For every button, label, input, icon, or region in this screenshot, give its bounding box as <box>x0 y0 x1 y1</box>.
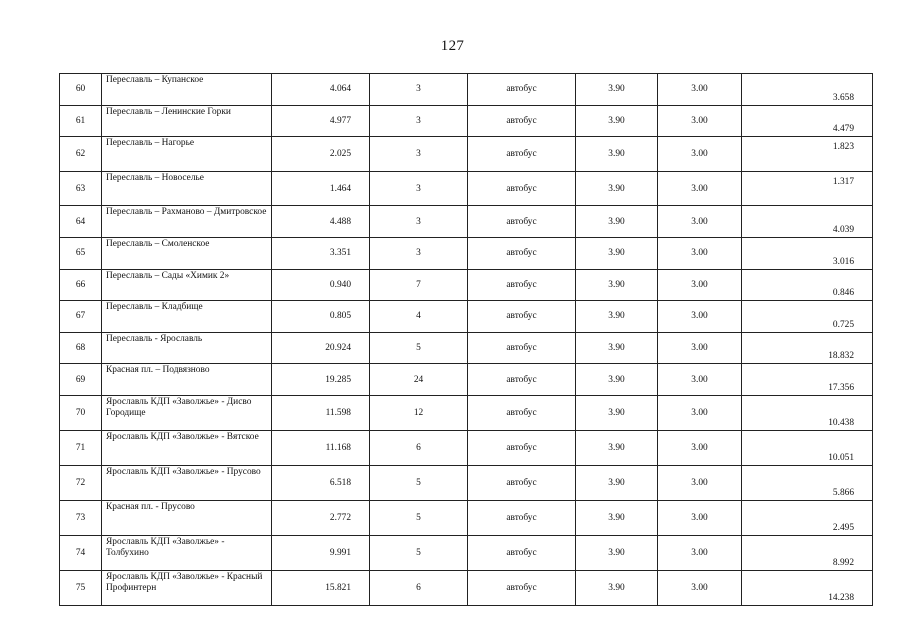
transport-type-cell: автобус <box>468 332 576 364</box>
row-number-cell: 60 <box>60 74 102 106</box>
table-row <box>60 465 873 500</box>
value-2-cell: 3.00 <box>658 364 742 396</box>
route-name-cell: Переславль – Кладбище <box>102 301 272 333</box>
route-length-cell: 11.168 <box>272 430 370 465</box>
value-1-cell: 3.90 <box>576 570 658 605</box>
value-3-cell: 18.832 <box>742 332 873 364</box>
value-1-cell: 3.90 <box>576 269 658 301</box>
trips-count-cell: 3 <box>370 137 468 172</box>
row-number-cell: 63 <box>60 171 102 206</box>
value-3-cell: 1.317 <box>742 171 873 206</box>
route-length-cell: 2.772 <box>272 500 370 535</box>
trips-count-cell: 3 <box>370 74 468 106</box>
value-3-cell: 10.438 <box>742 395 873 430</box>
routes-table <box>59 73 873 606</box>
trips-count-cell: 5 <box>370 465 468 500</box>
transport-type-cell: автобус <box>468 74 576 106</box>
route-name-cell: Переславль – Новоселье <box>102 171 272 206</box>
route-length-cell: 19.285 <box>272 364 370 396</box>
route-name-cell: Красная пл. – Подвязново <box>102 364 272 396</box>
table-row <box>60 206 873 238</box>
value-1-cell: 3.90 <box>576 301 658 333</box>
value-2-cell: 3.00 <box>658 171 742 206</box>
table-row <box>60 332 873 364</box>
route-name-cell: Ярославль КДП «Заволжье» - Толбухино <box>102 535 272 570</box>
route-name-cell: Ярославль КДП «Заволжье» - Дисво Городище <box>102 395 272 430</box>
table-row <box>60 364 873 396</box>
page-number: 127 <box>440 38 465 54</box>
value-1-cell: 3.90 <box>576 465 658 500</box>
value-3-cell: 4.479 <box>742 105 873 137</box>
transport-type-cell: автобус <box>468 535 576 570</box>
transport-type-cell: автобус <box>468 269 576 301</box>
value-2-cell: 3.00 <box>658 237 742 269</box>
route-name-cell: Ярославль КДП «Заволжье» - Прусово <box>102 465 272 500</box>
route-length-cell: 2.025 <box>272 137 370 172</box>
transport-type-cell: автобус <box>468 137 576 172</box>
value-3-cell: 0.725 <box>742 301 873 333</box>
route-length-cell: 6.518 <box>272 465 370 500</box>
table-row <box>60 301 873 333</box>
value-2-cell: 3.00 <box>658 535 742 570</box>
table-row <box>60 137 873 172</box>
value-3-cell: 3.658 <box>742 74 873 106</box>
trips-count-cell: 5 <box>370 500 468 535</box>
value-2-cell: 3.00 <box>658 570 742 605</box>
value-3-cell: 1.823 <box>742 137 873 172</box>
trips-count-cell: 3 <box>370 105 468 137</box>
row-number-cell: 64 <box>60 206 102 238</box>
transport-type-cell: автобус <box>468 430 576 465</box>
row-number-cell: 61 <box>60 105 102 137</box>
table-row <box>60 171 873 206</box>
row-number-cell: 74 <box>60 535 102 570</box>
value-3-cell: 2.495 <box>742 500 873 535</box>
value-1-cell: 3.90 <box>576 332 658 364</box>
row-number-cell: 73 <box>60 500 102 535</box>
row-number-cell: 67 <box>60 301 102 333</box>
value-1-cell: 3.90 <box>576 535 658 570</box>
transport-type-cell: автобус <box>468 500 576 535</box>
transport-type-cell: автобус <box>468 395 576 430</box>
value-3-cell: 17.356 <box>742 364 873 396</box>
value-1-cell: 3.90 <box>576 237 658 269</box>
row-number-cell: 68 <box>60 332 102 364</box>
trips-count-cell: 5 <box>370 535 468 570</box>
route-name-cell: Красная пл. - Прусово <box>102 500 272 535</box>
trips-count-cell: 3 <box>370 206 468 238</box>
value-3-cell: 10.051 <box>742 430 873 465</box>
row-number-cell: 65 <box>60 237 102 269</box>
value-2-cell: 3.00 <box>658 206 742 238</box>
route-length-cell: 4.977 <box>272 105 370 137</box>
value-2-cell: 3.00 <box>658 500 742 535</box>
route-name-cell: Переславль – Рахманово – Дмитровское <box>102 206 272 238</box>
value-2-cell: 3.00 <box>658 137 742 172</box>
trips-count-cell: 4 <box>370 301 468 333</box>
value-3-cell: 0.846 <box>742 269 873 301</box>
table-row <box>60 500 873 535</box>
transport-type-cell: автобус <box>468 301 576 333</box>
table-row <box>60 395 873 430</box>
value-2-cell: 3.00 <box>658 105 742 137</box>
transport-type-cell: автобус <box>468 105 576 137</box>
row-number-cell: 69 <box>60 364 102 396</box>
value-1-cell: 3.90 <box>576 430 658 465</box>
route-length-cell: 1.464 <box>272 171 370 206</box>
route-length-cell: 11.598 <box>272 395 370 430</box>
row-number-cell: 70 <box>60 395 102 430</box>
value-1-cell: 3.90 <box>576 364 658 396</box>
trips-count-cell: 6 <box>370 570 468 605</box>
trips-count-cell: 3 <box>370 171 468 206</box>
value-2-cell: 3.00 <box>658 332 742 364</box>
route-name-cell: Переславль – Купанское <box>102 74 272 106</box>
value-1-cell: 3.90 <box>576 206 658 238</box>
route-length-cell: 4.064 <box>272 74 370 106</box>
trips-count-cell: 3 <box>370 237 468 269</box>
route-name-cell: Переславль – Ленинские Горки <box>102 105 272 137</box>
table-row <box>60 237 873 269</box>
value-1-cell: 3.90 <box>576 171 658 206</box>
value-2-cell: 3.00 <box>658 269 742 301</box>
route-name-cell: Переславль - Ярославль <box>102 332 272 364</box>
value-2-cell: 3.00 <box>658 395 742 430</box>
table-row <box>60 269 873 301</box>
trips-count-cell: 12 <box>370 395 468 430</box>
transport-type-cell: автобус <box>468 237 576 269</box>
row-number-cell: 71 <box>60 430 102 465</box>
transport-type-cell: автобус <box>468 206 576 238</box>
transport-type-cell: автобус <box>468 364 576 396</box>
route-name-cell: Переславль – Сады «Химик 2» <box>102 269 272 301</box>
value-3-cell: 14.238 <box>742 570 873 605</box>
value-3-cell: 3.016 <box>742 237 873 269</box>
value-1-cell: 3.90 <box>576 137 658 172</box>
routes-table-body <box>60 74 873 606</box>
route-length-cell: 20.924 <box>272 332 370 364</box>
value-2-cell: 3.00 <box>658 430 742 465</box>
table-row <box>60 430 873 465</box>
transport-type-cell: автобус <box>468 171 576 206</box>
route-length-cell: 0.805 <box>272 301 370 333</box>
transport-type-cell: автобус <box>468 465 576 500</box>
value-1-cell: 3.90 <box>576 105 658 137</box>
route-name-cell: Переславль – Нагорье <box>102 137 272 172</box>
value-2-cell: 3.00 <box>658 301 742 333</box>
value-3-cell: 4.039 <box>742 206 873 238</box>
value-3-cell: 5.866 <box>742 465 873 500</box>
row-number-cell: 75 <box>60 570 102 605</box>
trips-count-cell: 24 <box>370 364 468 396</box>
value-2-cell: 3.00 <box>658 465 742 500</box>
table-row <box>60 570 873 605</box>
table-row <box>60 105 873 137</box>
value-1-cell: 3.90 <box>576 500 658 535</box>
route-length-cell: 15.821 <box>272 570 370 605</box>
transport-type-cell: автобус <box>468 570 576 605</box>
route-name-cell: Ярославль КДП «Заволжье» - Вятское <box>102 430 272 465</box>
value-2-cell: 3.00 <box>658 74 742 106</box>
table-row <box>60 74 873 106</box>
route-length-cell: 4.488 <box>272 206 370 238</box>
route-length-cell: 0.940 <box>272 269 370 301</box>
route-name-cell: Ярославль КДП «Заволжье» - Красный Профинтерн <box>102 570 272 605</box>
trips-count-cell: 6 <box>370 430 468 465</box>
route-name-cell: Переславль – Смоленское <box>102 237 272 269</box>
row-number-cell: 72 <box>60 465 102 500</box>
row-number-cell: 66 <box>60 269 102 301</box>
route-length-cell: 9.991 <box>272 535 370 570</box>
row-number-cell: 62 <box>60 137 102 172</box>
trips-count-cell: 7 <box>370 269 468 301</box>
route-length-cell: 3.351 <box>272 237 370 269</box>
value-3-cell: 8.992 <box>742 535 873 570</box>
value-1-cell: 3.90 <box>576 395 658 430</box>
table-row <box>60 535 873 570</box>
value-1-cell: 3.90 <box>576 74 658 106</box>
trips-count-cell: 5 <box>370 332 468 364</box>
